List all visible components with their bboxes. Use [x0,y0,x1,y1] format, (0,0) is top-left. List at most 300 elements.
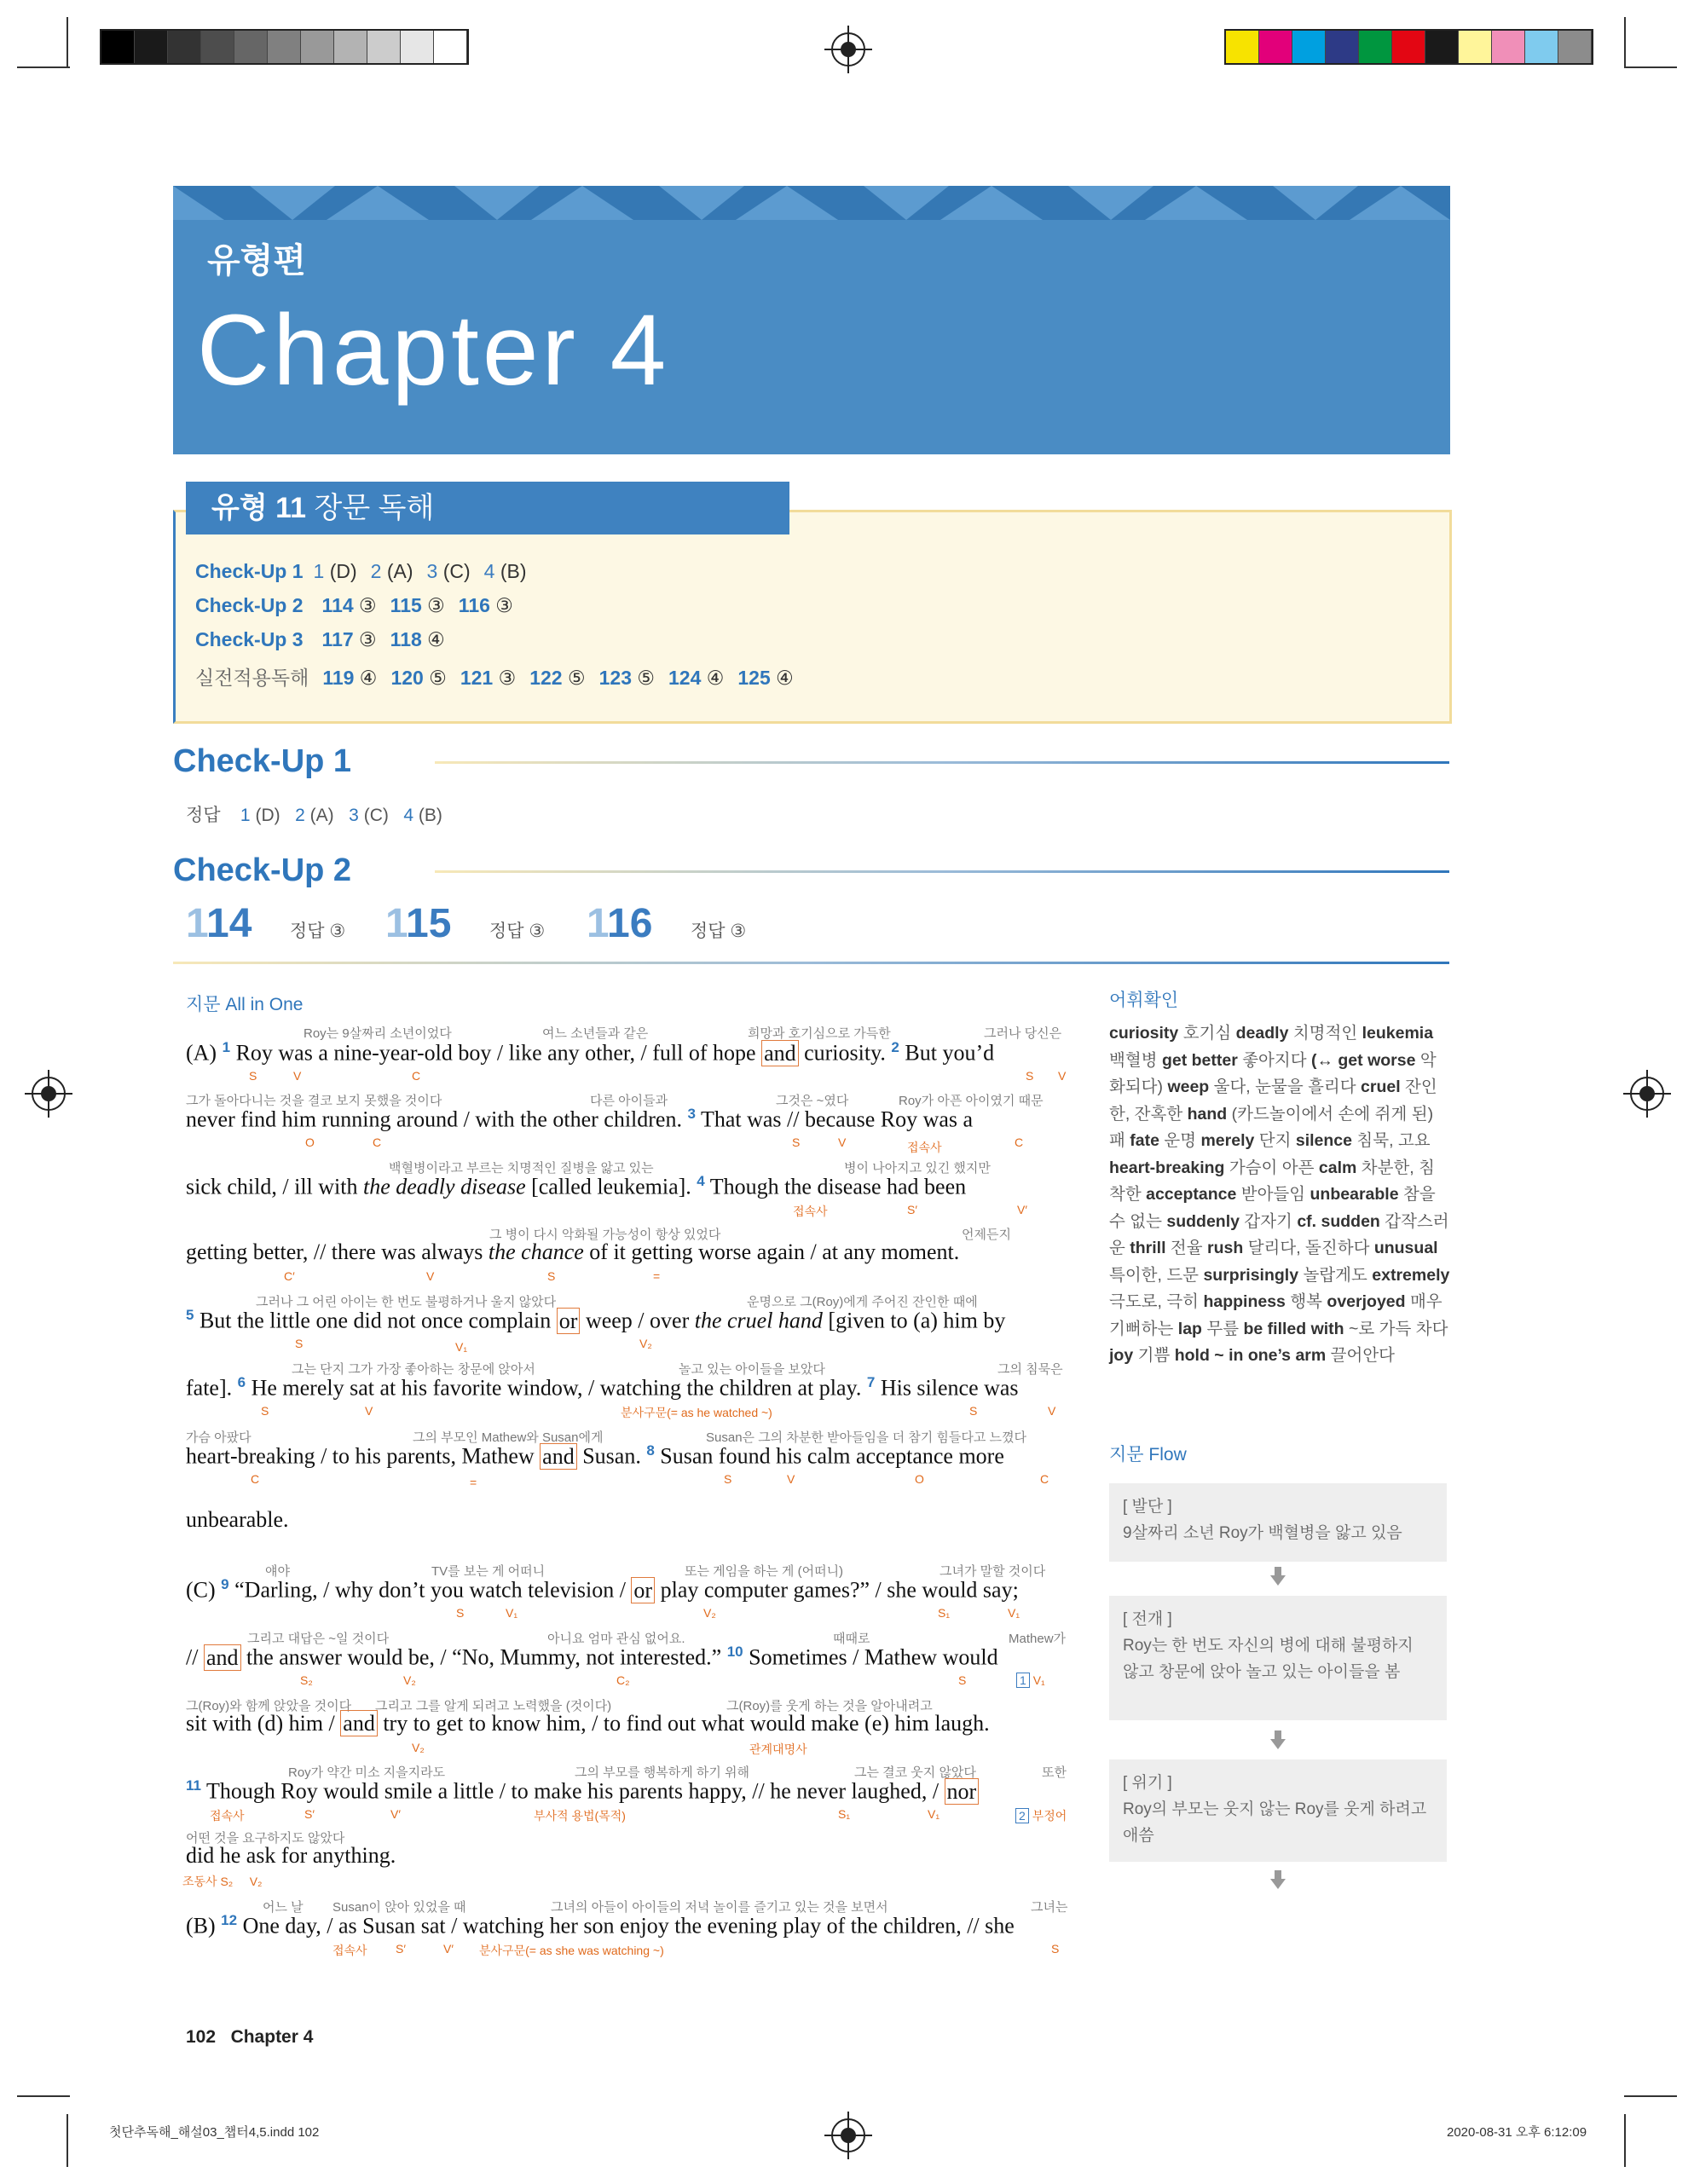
answer-label: 정답 ③ [289,922,346,941]
footer-chapter: Chapter 4 [230,2027,314,2047]
passage-line: sit with (d) him / and try to get to know him, / to find out what would make (e) him laugh. [186,1711,990,1736]
color-swatch [201,31,234,63]
grammar-tag: V₁ [1008,1606,1020,1620]
gloss: 그녀의 아들이 아이들의 저녁 놀이를 즐기고 있는 것을 보면서 [551,1900,888,1915]
grammar-tag: 접속사 [210,1809,245,1823]
vocab-meaning: 치명적인 [1288,1024,1362,1043]
answer-row-label: 실전적용독해 [195,667,309,689]
vocab-meaning: 갑자기 [1239,1211,1298,1231]
gray-calibration-bar [100,29,469,65]
grammar-tag: V [293,1069,302,1083]
gloss: 그녀가 말할 것이다 [940,1564,1046,1579]
vocab-meaning: 잔인한, 잔혹한 [1109,1078,1437,1124]
gloss: 또는 게임을 하는 게 (어떠니) [685,1564,844,1579]
vocab-term: suddenly [1166,1211,1240,1231]
vocab-meaning: 참을 수 없는 [1109,1185,1436,1231]
grammar-tag: = [470,1476,477,1489]
vocab-term: merely [1200,1131,1255,1150]
grammar-tag: = [653,1269,661,1283]
answer-number: 1 [313,560,325,582]
answer-box-heading [186,482,789,534]
boxed-conjunction: and [761,1040,799,1066]
vocab-meaning: 좋아지다 [1237,1050,1311,1070]
vocab-term: weep [1167,1078,1210,1096]
color-swatch [334,31,367,63]
answer-value: ④ [701,667,725,689]
gloss: 그의 침묵은 [997,1362,1063,1377]
gloss: 그는 단지 그가 가장 좋아하는 창문에 앉아서 [292,1362,535,1377]
vocab-meaning: 갑작스러운 [1109,1211,1449,1257]
boxed-conjunction: nor [945,1778,980,1805]
checkup1-title: Check-Up 1 [173,743,352,779]
answer-value: ⑤ [631,667,655,689]
vocab-meaning: 가슴이 아픈 [1224,1158,1319,1177]
crop-mark [66,17,68,66]
clause-index-box: 1 [1016,1673,1030,1688]
color-swatch [401,31,434,63]
answer-value: ④ [770,667,794,689]
color-swatch [135,31,168,63]
section-rule [173,962,1449,964]
gloss: Roy가 아픈 아이였기 때문 [899,1094,1044,1108]
vocab-term: calm [1318,1158,1357,1177]
boxed-conjunction: and [204,1644,241,1671]
color-swatch [434,31,467,63]
grammar-tag: 부사적 용법(목적) [534,1809,626,1823]
passage-line: // and the answer would be, / “No, Mummy, not interested.” $^{10}$ Sometimes / Mathew would [186,1644,998,1670]
grammar-tag: C [251,1472,260,1486]
gloss: 백혈병이라고 부르는 치명적인 질병을 앓고 있는 [389,1161,654,1176]
heading-rest: 장문 독해 [306,492,435,524]
vocab-meaning: (카드놀이에서 손에 쥐게 된) 패 [1109,1104,1434,1150]
answer-number: 123 [598,667,632,689]
answer-val: (D) [255,806,280,825]
sentence-number: 1 [222,1039,231,1055]
checkup2-item [587,900,746,947]
grammar-tag: O [305,1135,315,1149]
grammar-tag: V′ [443,1942,454,1956]
question-number: 1 [385,901,408,946]
vocab-meaning: 운명 [1159,1131,1201,1150]
section-rule [435,761,1449,764]
grammar-tag: C [412,1069,421,1083]
grammar-tag: V [838,1135,847,1149]
gloss: 그리고 그를 알게 되려고 노력했을 (것이다) [375,1699,612,1713]
flow-text: 9살짜리 소년 Roy가 백혈병을 앓고 있음 [1123,1524,1402,1542]
grammar-tag: C₂ [616,1673,630,1687]
grammar-tag: V [1058,1069,1067,1083]
print-slug-datetime: 2020-08-31 오후 6:12:09 [1447,2125,1587,2140]
color-swatch [1525,31,1558,63]
vocab-term: curiosity [1109,1024,1179,1043]
gloss: 그러나 당신은 [984,1026,1062,1041]
answer-value: (B) [494,560,527,582]
sentence-number: 2 [891,1039,899,1055]
gloss: 그(Roy)와 함께 앉았을 것이다 [186,1699,352,1713]
answer-num: 1 [240,806,251,825]
gloss: 다른 아이들과 [590,1094,668,1108]
question-number: 1 [587,901,609,946]
checkup2-item [385,900,545,947]
answer-row-label: Check-Up 2 [195,594,304,616]
answer-row [195,662,794,690]
vocab-meaning: 기쁨 [1133,1346,1175,1365]
answer-num: 3 [349,806,359,825]
grammar-tag: V [365,1404,373,1418]
color-swatch [1425,31,1459,63]
color-swatch [1359,31,1392,63]
grammar-tag: V₂ [703,1606,716,1620]
vocab-term: get better [1161,1050,1238,1070]
sentence-number: 3 [687,1106,696,1122]
chapter-banner [173,186,1450,454]
vocab-term: unbearable [1310,1185,1399,1204]
grammar-tag: 분사구문(= as she was watching ~) [479,1944,664,1957]
passage-line: getting better, // there was always the chance of it getting worse again / at any moment. [186,1239,960,1264]
banner-kicker: 유형편 [207,242,306,280]
color-swatch [367,31,401,63]
grammar-tag: S [958,1673,967,1687]
vocab-term: cf. sudden [1297,1211,1380,1231]
answer-number: 120 [390,667,424,689]
registration-mark-icon [32,1077,66,1111]
vocab-term: heart-breaking [1109,1158,1225,1177]
color-swatch [1259,31,1292,63]
grammar-tag: V₁ [455,1340,468,1354]
vocab-term: cruel [1361,1078,1401,1096]
grammar-tag: S [1051,1942,1060,1956]
clause-index-box: 2 [1015,1808,1029,1823]
grammar-tag: S [1026,1069,1034,1083]
gloss: Susan은 그의 차분한 받아들임을 더 참기 힘들다고 느꼈다 [706,1430,1026,1445]
boxed-conjunction: or [557,1308,581,1334]
gloss: 그러나 그 어린 아이는 한 번도 불평하거나 울지 않았다 [256,1295,557,1309]
checkup1-answers [186,801,442,827]
vocab-meaning: ~로 가득 차다 [1344,1319,1448,1338]
crop-mark [1624,2114,1626,2167]
vocab-meaning: 끌어안다 [1326,1346,1396,1365]
grammar-tag: 분사구문(= as he watched ~) [621,1406,772,1419]
answer-value: ④ [421,628,445,650]
answer-value: ⑤ [423,667,447,689]
question-number: 1 [186,901,208,946]
grammar-tag: S′ [396,1942,406,1956]
page-number: 102 [186,2027,217,2047]
flow-box [1109,1596,1447,1720]
registration-mark-icon [831,32,865,66]
vocab-term: thrill [1130,1239,1166,1257]
answer-number: 124 [668,667,702,689]
gloss: 아니요 엄마 관심 없어요. [547,1632,685,1646]
answer-num: 4 [403,806,414,825]
flow-text: Roy의 부모는 웃지 않는 Roy를 웃게 하려고 애씀 [1123,1800,1427,1845]
vocab-meaning: 차분한, 침착한 [1109,1158,1435,1204]
vocab-meaning: 전율 [1165,1239,1208,1257]
flow-text: Roy는 한 번도 자신의 병에 대해 불평하지 않고 창문에 앉아 놀고 있는 아이들을 봄 [1123,1637,1414,1681]
color-calibration-bar [1224,29,1593,65]
gloss: 때때로 [833,1632,870,1646]
page-footer [186,2027,313,2048]
answer-number: 122 [529,667,563,689]
answer-number: 119 [322,667,355,689]
vocab-meaning: 놀랍게도 [1298,1265,1373,1285]
gloss: Roy는 9살짜리 소년이었다 [304,1026,452,1041]
vocab-meaning: 매우 기뻐하는 [1109,1292,1443,1338]
gloss: 그가 돌아다니는 것을 결코 보지 못했을 것이다 [186,1094,442,1108]
chapter-title: Chapter 4 [197,294,670,407]
sentence-number: 4 [697,1173,705,1189]
section-rule [435,870,1449,873]
grammar-tag: C [1040,1472,1049,1486]
vocab-term: silence [1295,1131,1353,1150]
grammar-tag: V₂ [412,1741,425,1754]
color-swatch [1492,31,1525,63]
passage-line: fate]. $^6$ He merely sat at his favorite window, / watching the children at play. $^7$ His silence was [186,1374,1019,1401]
answer-number: 2 [370,560,382,582]
color-swatch [1226,31,1259,63]
answer-row [195,594,513,617]
answer-number: 125 [737,667,771,689]
vocab-term: happiness [1203,1292,1286,1311]
vocab-term: hand [1187,1104,1228,1124]
grammar-tag: S₁ [838,1807,851,1821]
gloss: 놀고 있는 아이들을 보았다 [679,1362,825,1377]
vocab-term: hold ~ in one’s arm [1174,1346,1327,1365]
answer-label: 정답 ③ [690,922,747,941]
vocab-meaning: 백혈병 [1109,1050,1162,1070]
grammar-tag: C′ [284,1269,295,1283]
answer-value: ③ [353,628,377,650]
grammar-tag: 접속사 [793,1205,828,1218]
gloss: 여느 소년들과 같은 [542,1026,649,1041]
vocab-term: unusual [1373,1239,1438,1257]
passage-line: unbearable. [186,1507,289,1532]
vocab-meaning: 악화되다) [1109,1050,1437,1096]
flow-title: [ 발단 ] [1123,1498,1172,1516]
color-swatch [1392,31,1425,63]
answer-row-label: Check-Up 3 [195,628,304,650]
gloss: 그리고 대답은 ~일 것이다 [247,1632,390,1646]
gloss: Roy가 약간 미소 지을지라도 [288,1765,446,1780]
vocab-meaning: 단지 [1254,1131,1296,1150]
grammar-tag: C [373,1135,382,1149]
crop-mark [1624,17,1626,66]
crop-mark [17,2095,70,2097]
answer-value: (D) [324,560,357,582]
grammar-tag: S [261,1404,269,1418]
gloss: 또한 [1042,1765,1067,1780]
sentence-number: 6 [237,1374,246,1390]
gloss: 희망과 호기심으로 가득한 [748,1026,891,1041]
gloss: 그(Roy)를 웃게 하는 것을 알아내려고 [726,1699,933,1713]
color-swatch [1459,31,1492,63]
registration-mark-icon [1630,1077,1664,1111]
grammar-tag: S′ [907,1203,917,1216]
grammar-tag: S [295,1337,304,1350]
grammar-tag: V′ [390,1807,401,1821]
color-swatch [1558,31,1592,63]
answer-value: ⑤ [562,667,586,689]
gloss: 가슴 아팠다 [186,1430,251,1445]
flow-box [1109,1759,1447,1862]
answer-value: ③ [421,594,445,616]
grammar-tag: S [724,1472,732,1486]
vocab-term: be filled with [1243,1319,1344,1338]
vocab-meaning: 받아들임 [1236,1185,1310,1204]
vocab-meaning: 달리다, 돌진하다 [1243,1239,1374,1257]
answer-number: 121 [460,667,494,689]
sentence-number: 7 [866,1374,876,1390]
question-number: 14 [207,901,252,946]
crop-mark [1624,2095,1677,2097]
answer-number: 3 [426,560,438,582]
vocab-term: acceptance [1146,1185,1237,1204]
passage-line: (B) $^{12}$ One day, / as Susan sat / watching her son enjoy the evening play of the children, // she [186,1912,1015,1938]
grammar-tag: 1 V₁ [1016,1673,1045,1687]
answer-number: 118 [390,628,422,650]
grammar-tag: S [547,1269,556,1283]
question-number: 16 [608,901,653,946]
vocab-meaning: 호기심 [1178,1024,1236,1043]
grammar-tag: 접속사 [907,1141,942,1154]
answer-value: (C) [437,560,471,582]
vocab-meaning: 극도로, 극히 [1109,1292,1204,1311]
flow-title: [ 전개 ] [1123,1610,1172,1628]
answer-number: 114 [321,594,354,616]
checkup2-title: Check-Up 2 [173,852,352,888]
sentence-number: 10 [726,1644,743,1660]
vocab-term: deadly [1235,1024,1289,1043]
vocab-term: leukemia [1362,1024,1434,1043]
color-swatch [1326,31,1359,63]
grammar-tag: V′ [1017,1203,1027,1216]
gloss: 그는 결코 웃지 않았다 [854,1765,976,1780]
grammar-tag: S [456,1606,465,1620]
heading-strong: 유형 11 [211,492,307,524]
answer-value: ③ [493,667,517,689]
passage-line: heart-breaking / to his parents, Mathew and Susan. $^8$ Susan found his calm acceptance more [186,1442,1004,1469]
grammar-tag: O [915,1472,924,1486]
vocab-term: extremely [1372,1265,1450,1285]
answer-label: 정답 ③ [489,922,546,941]
answer-number: 115 [390,594,422,616]
grammar-tag: S [249,1069,257,1083]
sentence-number: 5 [186,1307,194,1323]
grammar-tag: S₁ [938,1606,951,1620]
passage-heading: 지문 All in One [186,995,304,1014]
crop-mark [1624,66,1677,68]
gloss: 병이 나아지고 있긴 했지만 [844,1161,991,1176]
grammar-tag: V₂ [403,1673,416,1687]
sentence-number: 12 [221,1912,238,1928]
grammar-tag: V [1048,1404,1056,1418]
gloss: 언제든지 [962,1228,1011,1242]
answer-val: (B) [418,806,442,825]
vocab-list [1109,1020,1450,1370]
grammar-tag: 2 부정어 [1015,1807,1067,1824]
grammar-tag: 조동사 S₂ V₂ [182,1875,263,1888]
color-swatch [101,31,135,63]
vocab-term: lap [1177,1319,1202,1338]
grammar-tag: V₂ [639,1337,652,1350]
sentence-number: 11 [186,1777,201,1794]
vocab-term: (↔ get worse [1310,1050,1416,1070]
vocab-meaning: 무릎 [1201,1319,1244,1338]
vocab-term: joy [1109,1346,1134,1365]
passage-line: sick child, / ill with the deadly disease [called leukemia]. $^4$ Though the disease had been [186,1173,967,1199]
answer-num: 2 [295,806,305,825]
answer-number: 117 [321,628,354,650]
color-swatch [168,31,201,63]
answer-row [195,560,527,583]
gloss: 그 병이 다시 악화될 가능성이 항상 있었다 [489,1228,721,1242]
gloss: 어느 날 [263,1900,304,1915]
passage-line: $^5$ But the little one did not once complain or weep / over the cruel hand [given to (a) him by [186,1307,1006,1333]
grammar-tag: S [792,1135,801,1149]
crop-mark [17,66,70,68]
grammar-tag: V₁ [506,1606,518,1620]
grammar-tag: 관계대명사 [749,1742,807,1756]
vocab-term: rush [1207,1239,1244,1257]
vocab-meaning: 특이한, 드문 [1109,1265,1204,1285]
grammar-tag: S [969,1404,978,1418]
passage-line: $^{11}$ Though Roy would smile a little / to make his parents happy, // he never laughed, / nor [186,1777,1071,1805]
vocab-meaning: 행복 [1285,1292,1327,1311]
vocab-meaning: 울다, 눈물을 흘리다 [1209,1078,1362,1096]
gloss: 그의 부모인 Mathew와 Susan에게 [413,1430,604,1445]
gloss: 그것은 ~였다 [776,1094,849,1108]
checkup2-item [186,900,345,947]
boxed-conjunction: and [540,1443,577,1470]
answer-value: (A) [381,560,413,582]
grammar-tag: S₂ [300,1673,313,1687]
gloss: TV를 보는 게 어떠니 [431,1564,546,1579]
flow-box [1109,1483,1447,1562]
vocab-term: overjoyed [1327,1292,1406,1311]
crop-mark [66,2114,68,2167]
gloss: Susan이 앉아 있었을 때 [332,1900,466,1915]
sentence-number: 8 [646,1442,655,1459]
grammar-tag: V [426,1269,435,1283]
passage-line: (C) $^9$ “Darling, / why don’t you watch television / or play computer games?” / she would say; [186,1576,1019,1603]
answer-number: 4 [483,560,495,582]
down-arrow-icon [1270,1879,1286,1889]
color-swatch [268,31,301,63]
grammar-tag: S′ [304,1807,315,1821]
passage-line: (A) $^1$ Roy was a nine-year-old boy / like any other, / full of hope and curiosity. $^2$ But you’d [186,1039,995,1066]
grammar-tag: V [787,1472,795,1486]
sentence-number: 9 [221,1576,229,1592]
down-arrow-icon [1270,1739,1286,1749]
answer-value: ④ [354,667,378,689]
vocab-term: fate [1130,1131,1159,1150]
answer-value: ③ [489,594,513,616]
grammar-tag: C [1015,1135,1024,1149]
boxed-conjunction: and [340,1710,378,1736]
print-slug-file: 첫단추독해_해설03_챕터4,5.indd 102 [109,2125,320,2140]
vocab-term: surprisingly [1203,1265,1299,1285]
answer-val: (C) [363,806,389,825]
answer-row-label: Check-Up 1 [195,560,304,582]
vocab-heading: 어휘확인 [1109,991,1179,1010]
answer-number: 116 [458,594,490,616]
registration-mark-icon [831,2118,865,2152]
vocab-meaning: 침묵, 고요 [1352,1131,1431,1150]
boxed-conjunction: or [631,1577,655,1603]
banner-stripe [173,186,1450,220]
answer-label: 정답 [186,806,221,825]
grammar-tag: 접속사 [332,1944,367,1957]
